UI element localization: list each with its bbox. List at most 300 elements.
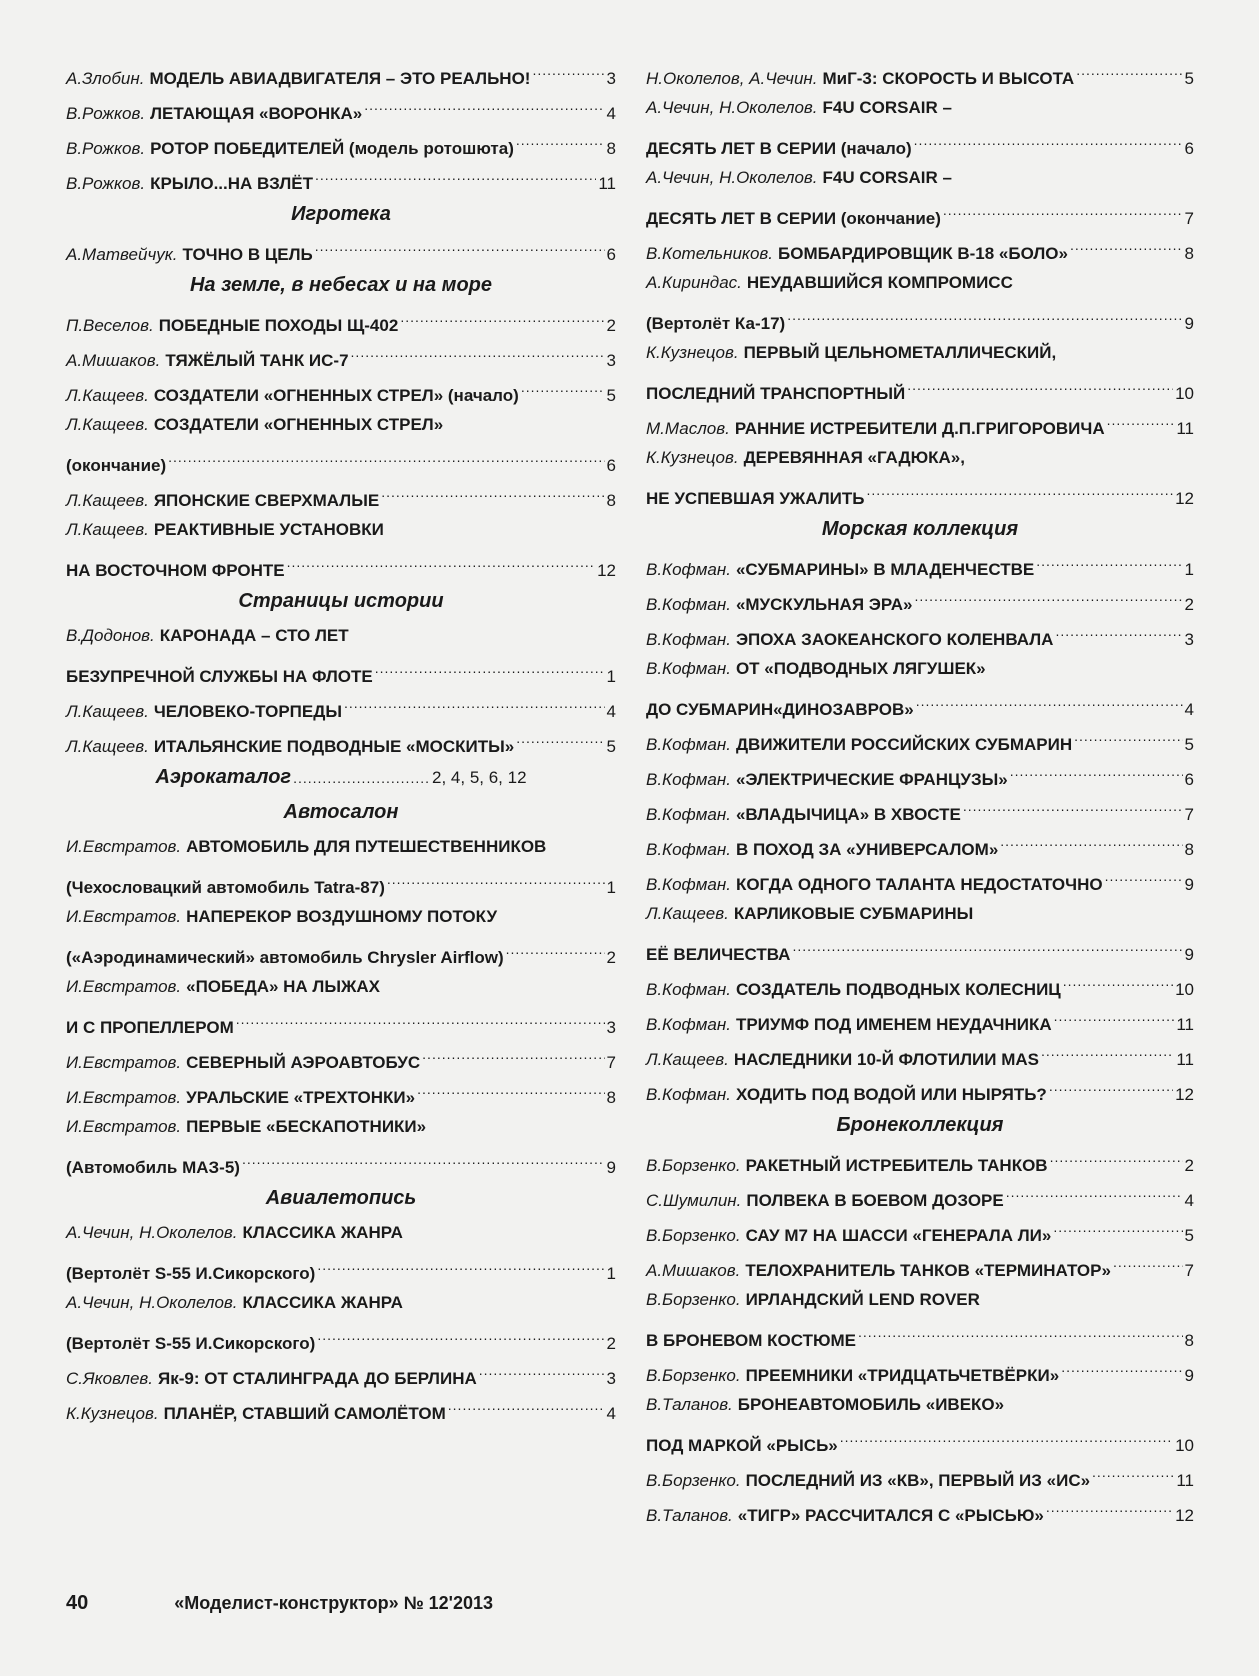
page-ref: 10 [1175,384,1194,403]
toc-entry [66,484,616,510]
toc-entry [66,660,616,686]
entry-title: «МУСКУЛЬНАЯ ЭРА» [735,595,913,614]
toc-entry [646,272,1194,294]
page-ref: 10 [1175,1436,1194,1455]
entry-title: ПЕРВЫЕ «БЕСКАПОТНИКИ» [186,1117,427,1136]
entry-title: «ЭЛЕКТРИЧЕСКИЕ ФРАНЦУЗЫ» [735,770,1008,789]
section-heading: Аэрокаталог [155,766,292,788]
leader-dots [916,693,1183,715]
page-ref: 9 [1184,1366,1194,1385]
entry-title: F4U CORSAIR – [822,98,952,117]
leader-dots [963,798,1183,820]
entry-title: РАКЕТНЫЙ ИСТРЕБИТЕЛЬ ТАНКОВ [745,1156,1048,1175]
entry-title: ПОЛВЕКА В БОЕВОМ ДОЗОРЕ [746,1191,1004,1210]
toc-entry [66,309,616,335]
entry-title: НА ВОСТОЧНОМ ФРОНТЕ [66,561,285,580]
toc-entry [646,1043,1194,1069]
leader-dots [1050,1149,1183,1171]
entry-title: ПРЕЕМНИКИ «ТРИДЦАТЬЧЕТВЁРКИ» [745,1366,1060,1385]
entry-title: (Чехословацкий автомобиль Tatra-87) [66,878,385,897]
magazine-title: «Моделист-конструктор» № 12'2013 [174,1593,494,1613]
toc-entry [66,449,616,475]
entry-author: Л.Кащеев. [66,702,149,721]
entry-author: В.Кофман. [646,875,731,894]
toc-entry [646,1464,1194,1490]
toc-entry [646,342,1194,364]
entry-author: А.Матвейчук. [66,245,178,264]
page-ref: 6 [606,456,616,475]
entry-title: Як-9: ОТ СТАЛИНГРАДА ДО БЕРЛИНА [158,1369,477,1388]
toc-entry [646,1394,1194,1416]
entry-title: НАСЛЕДНИКИ 10-Й ФЛОТИЛИИ MAS [733,1050,1039,1069]
leader-dots [516,132,605,154]
leader-dots [242,1151,605,1173]
entry-title: (Вертолёт Ка-17) [646,314,786,333]
entry-title: «ТИГР» РАССЧИТАЛСЯ С «РЫСЬЮ» [737,1506,1044,1525]
entry-title: ЯПОНСКИЕ СВЕРХМАЛЫЕ [153,491,380,510]
entry-author: В.Кофман. [646,659,731,678]
leader-dots [364,97,604,119]
page-ref: 5 [606,737,616,756]
toc-entry [646,973,1194,999]
page-ref: 2 [606,948,616,967]
entry-title: БРОНЕАВТОМОБИЛЬ «ИВЕКО» [737,1395,1005,1414]
page-ref: 6 [1184,139,1194,158]
entry-author: М.Маслов. [646,419,730,438]
toc-entry [66,414,616,436]
page-ref: 12 [1175,1506,1194,1525]
page-ref: 12 [1175,489,1194,508]
entry-author: В.Кофман. [646,595,731,614]
entry-title: СОЗДАТЕЛЬ ПОДВОДНЫХ КОЛЕСНИЦ [735,980,1061,999]
page-ref: 8 [1184,1331,1194,1350]
toc-entry [66,941,616,967]
page-ref: 12 [597,561,616,580]
toc-entry [66,238,616,264]
entry-author: В.Рожков. [66,104,146,123]
toc-entry [646,1429,1194,1455]
toc-entry [646,693,1194,719]
entry-title: И С ПРОПЕЛЛЕРОМ [66,1018,234,1037]
page-ref: 1 [606,878,616,897]
entry-author: И.Евстратов. [66,907,182,926]
leader-dots [236,1011,605,1033]
entry-author: И.Евстратов. [66,1117,182,1136]
page-ref: 11 [1176,1471,1194,1490]
leader-dots [381,484,604,506]
entry-title: СОЗДАТЕЛИ «ОГНЕННЫХ СТРЕЛ» (начало) [153,386,519,405]
entry-title: «СУБМАРИНЫ» В МЛАДЕНЧЕСТВЕ [735,560,1035,579]
leader-dots [840,1429,1173,1451]
toc-entry [66,379,616,405]
toc-entry [66,1362,616,1388]
toc-entry [646,588,1194,614]
entry-author: В.Котельников. [646,244,774,263]
entry-title: БОМБАРДИРОВЩИК В-18 «БОЛО» [778,244,1068,263]
section-heading: Авиалетопись [265,1187,417,1209]
toc-entry [66,871,616,897]
section-heading: Бронеколлекция [836,1114,1004,1136]
entry-author: В.Борзенко. [646,1290,741,1309]
page-ref: 5 [1184,735,1194,754]
leader-dots [1107,412,1175,434]
entry-title: КАРОНАДА – СТО ЛЕТ [159,626,349,645]
leader-dots [867,482,1174,504]
page-ref: 9 [1184,945,1194,964]
entry-title: F4U CORSAIR – [822,168,952,187]
page-ref: 11 [1176,419,1194,438]
page-footer [66,1592,493,1615]
leader-dots: ............................ [293,770,431,786]
entry-title: (Вертолёт S-55 И.Сикорского) [66,1264,316,1283]
page-ref: 3 [606,69,616,88]
page-ref: 8 [606,491,616,510]
page-number: 40 [66,1592,89,1614]
entry-title: КОГДА ОДНОГО ТАЛАНТА НЕДОСТАТОЧНО [735,875,1103,894]
toc-entry [646,1324,1194,1350]
page-ref: 4 [1184,1191,1194,1210]
entry-title: КРЫЛО...НА ВЗЛЁТ [150,174,313,193]
page-ref: 6 [1184,770,1194,789]
leader-dots [315,167,596,189]
toc-entry [646,237,1194,263]
toc-entry [66,132,616,158]
page-ref: 7 [1184,209,1194,228]
entry-author: А.Чечин, Н.Околелов. [66,1223,238,1242]
entry-title: («Аэродинамический» автомобиль Chrysler Airflow) [66,948,504,967]
page-ref: 4 [606,104,616,123]
page-ref: 11 [598,174,616,193]
entry-title: ТЯЖЁЛЫЙ ТАНК ИС-7 [165,351,349,370]
entry-author: Л.Кащеев. [646,904,729,923]
leader-dots [506,941,605,963]
toc-entry [646,167,1194,189]
page-ref: 7 [1184,805,1194,824]
leader-dots [375,660,605,682]
leader-dots [1041,1043,1174,1065]
entry-title: ПЕРВЫЙ ЦЕЛЬНОМЕТАЛЛИЧЕСКИЙ, [743,343,1057,362]
toc-entry [66,1011,616,1037]
entry-title: РАННИЕ ИСТРЕБИТЕЛИ Д.П.ГРИГОРОВИЧА [734,419,1105,438]
toc-entry [646,97,1194,119]
toc-entry [66,1222,616,1244]
entry-title: КАРЛИКОВЫЕ СУБМАРИНЫ [733,904,974,923]
page-ref: 11 [1176,1050,1194,1069]
toc-entry [646,1359,1194,1385]
toc-entry [66,695,616,721]
page-ref: 3 [1184,630,1194,649]
entry-title: ТЕЛОХРАНИТЕЛЬ ТАНКОВ «ТЕРМИНАТОР» [745,1261,1111,1280]
page-ref: 4 [606,702,616,721]
page-ref: 5 [1184,1226,1194,1245]
entry-author: В.Рожков. [66,139,146,158]
entry-title: КЛАССИКА ЖАНРА [242,1223,403,1242]
entry-author: И.Евстратов. [66,977,182,996]
entry-title: СОЗДАТЕЛИ «ОГНЕННЫХ СТРЕЛ» [153,415,444,434]
toc-entry [646,307,1194,333]
page-ref: 3 [606,351,616,370]
entry-author: А.Чечин, Н.Околелов. [646,168,818,187]
page-ref: 4 [606,1404,616,1423]
entry-author: В.Кофман. [646,840,731,859]
leader-dots [1055,623,1182,645]
entry-author: В.Таланов. [646,1506,733,1525]
toc-entry [646,938,1194,964]
toc-entry [646,1254,1194,1280]
leader-dots [787,307,1182,329]
entry-title: ПЛАНЁР, СТАВШИЙ САМОЛЁТОМ [163,1404,446,1423]
entry-title: НАПЕРЕКОР ВОЗДУШНОМУ ПОТОКУ [186,907,498,926]
toc-entry [646,658,1194,680]
section-heading: Страницы истории [238,590,444,612]
leader-dots [1000,833,1182,855]
leader-dots [479,1362,605,1384]
page-ref: 3 [606,1018,616,1037]
toc-entry [66,1292,616,1314]
toc-entry [646,553,1194,579]
entry-title: МОДЕЛЬ АВИАДВИГАТЕЛЯ – ЭТО РЕАЛЬНО! [149,69,531,88]
entry-title: ТРИУМФ ПОД ИМЕНЕМ НЕУДАЧНИКА [735,1015,1052,1034]
toc-entry [646,132,1194,158]
entry-author: Л.Кащеев. [66,386,149,405]
leader-dots [1070,237,1183,259]
toc-entry [646,1289,1194,1311]
toc-entry [66,730,616,756]
leader-dots [400,309,604,331]
entry-title: ДО СУБМАРИН«ДИНОЗАВРОВ» [646,700,914,719]
entry-title: ИРЛАНДСКИЙ LEND ROVER [745,1290,980,1309]
leader-dots [168,449,604,471]
entry-author: А.Злобин. [66,69,145,88]
entry-title: ЕЁ ВЕЛИЧЕСТВА [646,945,791,964]
toc-entry [646,377,1194,403]
leader-dots [1074,728,1182,750]
page-ref: 9 [1184,875,1194,894]
page-ref: 1 [606,667,616,686]
page-ref: 2 [1184,595,1194,614]
page-ref: 8 [606,139,616,158]
leader-dots [317,1327,604,1349]
section-heading: Автосалон [283,801,399,823]
entry-title: ИТАЛЬЯНСКИЕ ПОДВОДНЫЕ «МОСКИТЫ» [153,737,515,756]
entry-author: В.Борзенко. [646,1226,741,1245]
entry-author: Л.Кащеев. [646,1050,729,1069]
entry-author: В.Борзенко. [646,1156,741,1175]
entry-author: А.Чечин, Н.Околелов. [66,1293,238,1312]
entry-author: К.Кузнецов. [646,343,739,362]
entry-title: ДЕРЕВЯННАЯ «ГАДЮКА», [743,448,965,467]
page-ref: 7 [606,1053,616,1072]
leader-dots [417,1081,604,1103]
entry-title: В ПОХОД ЗА «УНИВЕРСАЛОМ» [735,840,999,859]
leader-dots [422,1046,604,1068]
toc-entry [66,1327,616,1353]
entry-title: ЛЕТАЮЩАЯ «ВОРОНКА» [150,104,363,123]
entry-author: И.Евстратов. [66,837,182,856]
entry-author: Л.Кащеев. [66,737,149,756]
entry-author: В.Борзенко. [646,1471,741,1490]
entry-author: В.Кофман. [646,560,731,579]
entry-title: СЕВЕРНЫЙ АЭРОАВТОБУС [186,1053,421,1072]
page-ref: 9 [606,1158,616,1177]
leader-dots [532,62,604,84]
entry-author: В.Кофман. [646,1015,731,1034]
entry-title: НЕУДАВШИЙСЯ КОМПРОМИСС [746,273,1013,292]
page-ref: 5 [606,386,616,405]
entry-title: ПОСЛЕДНИЙ ТРАНСПОРТНЫЙ [646,384,906,403]
leader-dots [1113,1254,1183,1276]
leader-dots [1054,1008,1175,1030]
entry-title: РОТОР ПОБЕДИТЕЛЕЙ (модель ротошюта) [150,139,514,158]
entry-title: (Автомобиль МАЗ-5) [66,1158,240,1177]
entry-title: КЛАССИКА ЖАНРА [242,1293,403,1312]
page-ref: 5 [1184,69,1194,88]
entry-author: В.Кофман. [646,630,731,649]
toc-entry [646,728,1194,754]
entry-author: К.Кузнецов. [66,1404,159,1423]
toc-entry [66,519,616,541]
entry-title: АВТОМОБИЛЬ ДЛЯ ПУТЕШЕСТВЕННИКОВ [186,837,547,856]
toc-entry [66,1257,616,1283]
entry-author: А.Кириндас. [646,273,742,292]
page-ref: 8 [1184,244,1194,263]
entry-author: Л.Кащеев. [66,491,149,510]
entry-title: РЕАКТИВНЫЕ УСТАНОВКИ [153,520,384,539]
toc-entry [66,1081,616,1107]
leader-dots [1076,62,1182,84]
entry-author: В.Кофман. [646,805,731,824]
page-ref: 2 [1184,1156,1194,1175]
entry-title: МиГ-3: СКОРОСТЬ И ВЫСОТА [822,69,1075,88]
entry-author: В.Кофман. [646,770,731,789]
entry-title: УРАЛЬСКИЕ «ТРЕХТОНКИ» [186,1088,416,1107]
entry-author: В.Рожков. [66,174,146,193]
leader-dots [943,202,1183,224]
toc-entry [66,976,616,998]
entry-title: ДЕСЯТЬ ЛЕТ В СЕРИИ (окончание) [646,209,941,228]
entry-author: В.Борзенко. [646,1366,741,1385]
page-ref: 12 [1175,1085,1194,1104]
toc-entry [66,554,616,580]
page-ref: 11 [1176,1015,1194,1034]
entry-title: «ВЛАДЫЧИЦА» В ХВОСТЕ [735,805,961,824]
toc-entry [66,1397,616,1423]
entry-title: ХОДИТЬ ПОД ВОДОЙ ИЛИ НЫРЯТЬ? [735,1085,1047,1104]
entry-author: К.Кузнецов. [646,448,739,467]
leader-dots [792,938,1182,960]
leader-dots [1006,1184,1183,1206]
leader-dots [907,377,1173,399]
toc-entry [66,906,616,928]
entry-author: А.Мишаков. [66,351,161,370]
entry-author: С.Шумилин. [646,1191,742,1210]
entry-author: В.Кофман. [646,735,731,754]
entry-author: А.Мишаков. [646,1261,741,1280]
entry-title: ЭПОХА ЗАОКЕАНСКОГО КОЛЕНВАЛА [735,630,1054,649]
page-ref: 2, 4, 5, 6, 12 [432,768,527,787]
toc-entry [646,482,1194,508]
page-ref: 4 [1184,700,1194,719]
leader-dots [1049,1078,1173,1100]
page-ref: 3 [606,1369,616,1388]
toc-entry [646,798,1194,824]
entry-author: С.Яковлев. [66,1369,154,1388]
toc-entry [646,1008,1194,1034]
section-heading: Игротека [291,203,391,225]
toc-entry [66,167,616,193]
toc-entry [646,1184,1194,1210]
entry-title: «ПОБЕДА» НА ЛЫЖАХ [186,977,380,996]
entry-title: БЕЗУПРЕЧНОЙ СЛУЖБЫ НА ФЛОТЕ [66,667,373,686]
leader-dots [516,730,604,752]
leader-dots [1105,868,1183,890]
entry-author: П.Веселов. [66,316,154,335]
entry-title: ДВИЖИТЕЛИ РОССИЙСКИХ СУБМАРИН [735,735,1073,754]
entry-author: И.Евстратов. [66,1088,182,1107]
toc-entry [646,1078,1194,1104]
toc-entry [66,836,616,858]
leader-dots [448,1397,605,1419]
entry-author: И.Евстратов. [66,1053,182,1072]
entry-author: Л.Кащеев. [66,415,149,434]
page-ref: 7 [1184,1261,1194,1280]
toc-entry [646,903,1194,925]
entry-title: ОТ «ПОДВОДНЫХ ЛЯГУШЕК» [735,659,986,678]
leader-dots [521,379,605,401]
section-heading-with-pages [66,765,616,789]
page-ref: 10 [1175,980,1194,999]
leader-dots [317,1257,604,1279]
toc-entry [646,1149,1194,1175]
entry-author: В.Таланов. [646,1395,733,1414]
toc-entry [646,833,1194,859]
leader-dots [1053,1219,1182,1241]
toc-entry [646,868,1194,894]
toc-entry [646,1499,1194,1525]
leader-dots [1036,553,1182,575]
leader-dots [1010,763,1183,785]
leader-dots [287,554,596,576]
toc-entry [66,62,616,88]
entry-author: В.Кофман. [646,980,731,999]
toc-entry [646,202,1194,228]
toc-entry [66,1151,616,1177]
leader-dots [351,344,605,366]
leader-dots [858,1324,1183,1346]
page-ref: 6 [606,245,616,264]
page-ref: 2 [606,316,616,335]
toc-entry [66,625,616,647]
leader-dots [1061,1359,1182,1381]
toc-entry [66,1046,616,1072]
entry-title: НЕ УСПЕВШАЯ УЖАЛИТЬ [646,489,865,508]
leader-dots [315,238,605,260]
page-ref: 8 [1184,840,1194,859]
leader-dots [387,871,605,893]
entry-title: (Вертолёт S-55 И.Сикорского) [66,1334,316,1353]
right-column [646,62,1194,1534]
leader-dots [1092,1464,1174,1486]
entry-author: Л.Кащеев. [66,520,149,539]
toc-entry [646,1219,1194,1245]
toc-entry [646,412,1194,438]
entry-title: ЧЕЛОВЕКО-ТОРПЕДЫ [153,702,342,721]
entry-title: ПОБЕДНЫЕ ПОХОДЫ Щ-402 [158,316,399,335]
leader-dots [344,695,605,717]
leader-dots [1046,1499,1173,1521]
entry-author: А.Чечин, Н.Околелов. [646,98,818,117]
entry-title: В БРОНЕВОМ КОСТЮМЕ [646,1331,857,1350]
